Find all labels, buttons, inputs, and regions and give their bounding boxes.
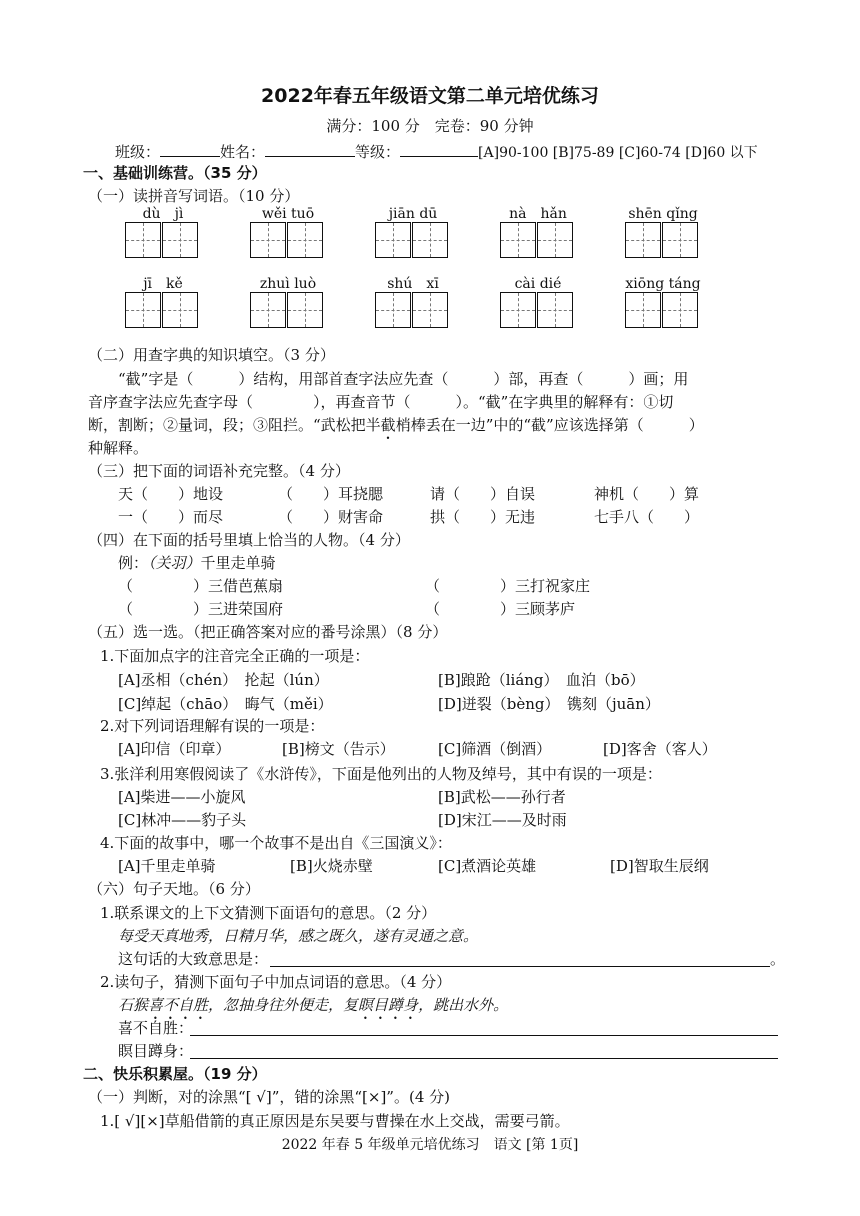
q5-s4-option-c[interactable]: [C]煮酒论英雄 bbox=[438, 857, 537, 875]
q2-line4: 种解释。 bbox=[88, 439, 149, 457]
q5-s4-option-b[interactable]: [B]火烧赤壁 bbox=[290, 857, 373, 875]
page-title: 2022年春五年级语文第二单元培优练习 bbox=[261, 85, 599, 107]
q6-s1-stem: 1.联系课文的上下文猜测下面语句的意思。（2 分） bbox=[100, 904, 437, 922]
q6-s2-quote-part3: ，跳出水外。 bbox=[418, 996, 509, 1014]
q2-line1: “截”字是（ ）结构，用部首查字法应先查（ ）部，再查（ ）画；用 bbox=[118, 370, 689, 388]
q4-title: （四）在下面的括号里填上恰当的人物。（4 分） bbox=[88, 531, 410, 549]
character-box[interactable] bbox=[625, 292, 661, 328]
character-box[interactable] bbox=[537, 292, 573, 328]
student-info-row bbox=[115, 141, 758, 163]
character-box[interactable] bbox=[250, 292, 286, 328]
q4-item-2: （ ）三打祝家庄 bbox=[425, 577, 591, 595]
class-field[interactable] bbox=[160, 141, 220, 157]
q2-dotted-char: 截 bbox=[380, 416, 396, 434]
pinyin-label: shēn qǐng bbox=[628, 206, 698, 222]
character-box[interactable] bbox=[162, 222, 198, 258]
q5-s3-stem: 3.张洋利用寒假阅读了《水浒传》，下面是他列出的人物及绰号，其中有误的一项是： bbox=[100, 765, 662, 783]
q6-title: （六）句子天地。（6 分） bbox=[88, 880, 260, 898]
character-box[interactable] bbox=[537, 222, 573, 258]
q3-title: （三）把下面的词语补充完整。（4 分） bbox=[88, 462, 350, 480]
sec2-q1-title: （一）判断，对的涂黑“[ √]”，错的涂黑“[×]”。(4 分) bbox=[88, 1088, 450, 1106]
q6-s2-quote-part1: 石猴 bbox=[118, 996, 149, 1014]
q6-s2-stem: 2.读句子，猜测下面句子中加点词语的意思。（4 分） bbox=[100, 973, 452, 991]
q6-s2-dotted-word2: 瞑目蹲身 bbox=[358, 996, 419, 1014]
page-footer: 2022 年春 5 年级单元培优练习 语文 [第 1页] bbox=[281, 1137, 579, 1153]
character-box[interactable] bbox=[412, 292, 448, 328]
pinyin-label: dù jì bbox=[142, 206, 184, 222]
pinyin-label: zhuì luò bbox=[259, 276, 317, 292]
q5-s3-option-c[interactable]: [C]林冲——豹子头 bbox=[118, 811, 247, 829]
q6-s2-prompt1: 喜不自胜： bbox=[118, 1019, 194, 1037]
q3-item-2-2: （ ）财害命 bbox=[278, 508, 384, 526]
character-box[interactable] bbox=[500, 292, 536, 328]
q6-s1-prompt: 这句话的大致意思是： bbox=[118, 950, 269, 968]
pinyin-label: xiōng táng bbox=[625, 276, 701, 292]
q2-line3 bbox=[88, 415, 704, 443]
character-box[interactable] bbox=[162, 292, 198, 328]
grade-field[interactable] bbox=[400, 141, 478, 157]
q6-s1-end: 。 bbox=[770, 950, 786, 968]
q3-item-2-1: 一（ ）而尽 bbox=[118, 508, 224, 526]
q6-s2-answer-line1[interactable] bbox=[190, 1035, 778, 1036]
q6-s1-answer-line[interactable] bbox=[270, 966, 770, 967]
character-box[interactable] bbox=[287, 292, 323, 328]
q5-s2-option-a[interactable]: [A]印信（印章） bbox=[118, 740, 231, 758]
grade-label: 等级： bbox=[355, 143, 401, 161]
q6-s1-quote: 每受天真地秀，日精月华，感之既久，遂有灵通之意。 bbox=[118, 927, 479, 945]
q3-item-1-4: 神机（ ）算 bbox=[594, 485, 700, 503]
q3-item-2-4: 七手八（ ） bbox=[594, 508, 700, 526]
q3-item-1-3: 请（ ）自误 bbox=[430, 485, 536, 503]
pinyin-label: cài dié bbox=[514, 276, 562, 292]
character-box[interactable] bbox=[287, 222, 323, 258]
name-field[interactable] bbox=[265, 141, 355, 157]
q5-s2-option-d[interactable]: [D]客舍（客人） bbox=[603, 740, 717, 758]
q4-item-3: （ ）三进荣国府 bbox=[118, 600, 284, 618]
section2-title: 二、快乐积累屋。（19 分） bbox=[83, 1065, 267, 1083]
name-label: 姓名： bbox=[220, 143, 266, 161]
character-box[interactable] bbox=[125, 292, 161, 328]
character-box[interactable] bbox=[412, 222, 448, 258]
q2-line3-part1: 断，割断；②量词，段；③阻拦。“武松把半 bbox=[88, 416, 381, 434]
character-box[interactable] bbox=[250, 222, 286, 258]
q5-s1-option-d[interactable]: [D]迸裂（bèng） 镌刻（juān） bbox=[438, 695, 660, 713]
q3-item-1-2: （ ）耳挠腮 bbox=[278, 485, 384, 503]
pinyin-label: jiān dū bbox=[388, 206, 438, 222]
q3-item-1-1: 天（ ）地设 bbox=[118, 485, 224, 503]
q2-line3-part2: 梢棒丢在一边”中的“截”应该选择第（ ） bbox=[395, 416, 704, 434]
q6-s2-quote-part2: ，忽抽身往外便走，复 bbox=[208, 996, 359, 1014]
q5-s1-option-c[interactable]: [C]绰起（chāo） 晦气（měi） bbox=[118, 695, 333, 713]
q4-example bbox=[118, 553, 276, 573]
q6-s2-prompt2: 瞑目蹲身： bbox=[118, 1042, 194, 1060]
character-box[interactable] bbox=[375, 222, 411, 258]
sec2-q1-item1: 1.[ √][×]草船借箭的真正原因是东吴要与曹操在水上交战，需要弓箭。 bbox=[100, 1112, 570, 1130]
q5-s1-option-a[interactable]: [A]丞相（chén） 抡起（lún） bbox=[118, 671, 329, 689]
pinyin-label: jī kě bbox=[143, 276, 183, 292]
q1-title: （一）读拼音写词语。（10 分） bbox=[88, 187, 300, 205]
character-box[interactable] bbox=[375, 292, 411, 328]
q4-item-4: （ ）三顾茅庐 bbox=[425, 600, 576, 618]
q5-s2-option-b[interactable]: [B]榜文（告示） bbox=[282, 740, 395, 758]
pinyin-label: wěi tuō bbox=[261, 206, 315, 222]
q5-s3-option-d[interactable]: [D]宋江——及时雨 bbox=[438, 811, 567, 829]
q6-s2-dotted-word1: 喜不自胜 bbox=[148, 996, 209, 1014]
pinyin-label: shú xī bbox=[387, 276, 439, 292]
q5-s4-option-a[interactable]: [A]千里走单骑 bbox=[118, 857, 216, 875]
grade-scale: [A]90-100 [B]75-89 [C]60-74 [D]60 以下 bbox=[478, 145, 758, 161]
q6-s2-answer-line2[interactable] bbox=[190, 1058, 778, 1059]
q5-s3-option-b[interactable]: [B]武松——孙行者 bbox=[438, 788, 566, 806]
q4-example-prefix: 例： bbox=[118, 554, 149, 572]
q5-s1-option-b[interactable]: [B]踉跄（liáng） 血泊（bō） bbox=[438, 671, 645, 689]
q4-example-answer: （关羽） bbox=[148, 554, 201, 572]
q4-item-1: （ ）三借芭蕉扇 bbox=[118, 577, 284, 595]
q2-title: （二）用查字典的知识填空。（3 分） bbox=[88, 346, 335, 364]
character-box[interactable] bbox=[625, 222, 661, 258]
q2-line2: 音序查字法应先查字母（ ），再查音节（ ）。“截”在字典里的解释有：①切 bbox=[88, 393, 674, 411]
q5-s3-option-a[interactable]: [A]柴进——小旋风 bbox=[118, 788, 246, 806]
q5-s2-stem: 2.对下列词语理解有误的一项是： bbox=[100, 717, 325, 735]
character-box[interactable] bbox=[125, 222, 161, 258]
q3-item-2-3: 拱（ ）无违 bbox=[430, 508, 536, 526]
q5-s4-option-d[interactable]: [D]智取生辰纲 bbox=[610, 857, 709, 875]
q5-s2-option-c[interactable]: [C]筛酒（倒酒） bbox=[438, 740, 552, 758]
pinyin-label: nà hǎn bbox=[509, 206, 567, 222]
character-box[interactable] bbox=[662, 292, 698, 328]
q5-s1-stem: 1.下面加点字的注音完全正确的一项是： bbox=[100, 647, 370, 665]
page-subtitle: 满分：100 分 完卷：90 分钟 bbox=[326, 117, 534, 135]
q5-title: （五）选一选。（把正确答案对应的番号涂黑）（8 分） bbox=[88, 623, 448, 641]
section1-title: 一、基础训练营。（35 分） bbox=[83, 164, 267, 182]
character-box[interactable] bbox=[500, 222, 536, 258]
q4-example-rest: 千里走单骑 bbox=[200, 554, 276, 572]
q5-s4-stem: 4.下面的故事中，哪一个故事不是出自《三国演义》： bbox=[100, 834, 452, 852]
class-label: 班级： bbox=[115, 143, 161, 161]
character-box[interactable] bbox=[662, 222, 698, 258]
